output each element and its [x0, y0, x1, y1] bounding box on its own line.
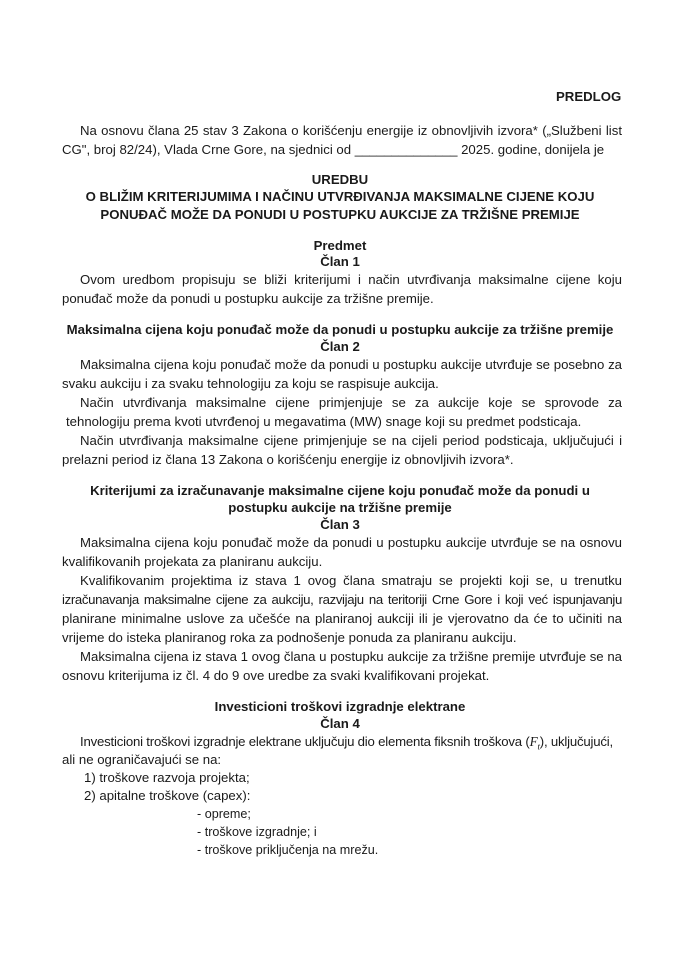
article-label: Član 4 — [320, 716, 360, 731]
sub-list-item: - opreme; — [197, 807, 251, 821]
text-line: izračunavanja maksimalne cijene za aukciju, razvijaju na teritoriji Crne Gore i koji već ispunjavanju — [62, 592, 622, 607]
document-title: UREDBU — [311, 172, 369, 187]
preamble-line: CG", broj 82/24), Vlada Crne Gore, na sjednici od ______________ 2025. godine, donijela je — [62, 142, 605, 157]
article-heading: postupku aukcije na tržišne premije — [228, 500, 452, 515]
text-line: Investicioni troškovi izgradnje elektrane uključuju dio elementa fiksnih troškova $(F_t)$, uključujući, — [80, 734, 613, 752]
text-line: Maksimalna cijena iz stava 1 ovog člana u postupku aukcije za tržišne premije utvrđuje se na — [80, 649, 622, 664]
text-line: Maksimalna cijena koju ponuđač može da ponudi u postupku aukcije utvrđuje se posebno za — [80, 357, 622, 372]
document-subtitle: O BLIŽIM KRITERIJUMIMA I NAČINU UTVRĐIVANJA MAKSIMALNE CIJENE KOJU — [85, 189, 595, 204]
text-line: Način utvrđivanja maksimalne cijene primjenjuje se za aukcije koje se sprovode za — [80, 395, 622, 410]
text-line: prelazni period iz člana 13 Zakona o korišćenju energije iz obnovljivih izvora*. — [62, 452, 514, 467]
text-line: vrijeme do isteka planiranog roka za podnošenje ponuda za planiranu aukciju. — [62, 630, 517, 645]
text-line: Ovom uredbom propisuju se bliži kriterijumi i način utvrđivanja maksimalne cijene koju — [80, 272, 622, 287]
article-label: Član 2 — [320, 339, 360, 354]
sub-list-item: - troškove priključenja na mrežu. — [197, 843, 379, 857]
text-line: Maksimalna cijena koju ponuđač može da ponudi u postupku aukcije utvrđuje se na osnovu — [80, 535, 622, 550]
text-line: svaku aukciju i za svaku tehnologiju za koju se raspisuje aukcija. — [62, 376, 439, 391]
text-line: ponuđač može da ponudi u postupku aukcije za tržišne premije. — [62, 291, 434, 306]
text-line: tehnologiju prema kvoti utvrđenoj u megavatima (MW) snage koji su predmet podsticaja. — [66, 414, 582, 429]
article-heading: Maksimalna cijena koju ponuđač može da ponudi u postupku aukcije za tržišne premije — [66, 322, 614, 337]
article-label: Član 1 — [320, 254, 360, 269]
list-item: 2) apitalne troškove (capex): — [84, 788, 251, 803]
article-label: Član 3 — [320, 517, 360, 532]
formula-f-t: $F_t$ — [529, 734, 540, 752]
preamble-line: Na osnovu člana 25 stav 3 Zakona o korišćenju energije iz obnovljivih izvora* („Službeni list — [80, 123, 622, 138]
text-line: osnovu kriterijuma iz čl. 4 do 9 ove uredbe za svaki kvalifikovani projekat. — [62, 668, 490, 683]
text-line: planirane minimalne uslove za učešće na planiranoj aukciji ili je vjerovatno da će to učiniti na — [62, 611, 622, 626]
text-line: Kvalifikovanim projektima iz stava 1 ovog člana smatraju se projekti koji se, u trenutku — [80, 573, 622, 588]
text-line: kvalifikovanih projekata za planiranu aukciju. — [62, 554, 323, 569]
sub-list-item: - troškove izgradnje; i — [197, 825, 317, 839]
text-line: ali ne ograničavajući se na: — [62, 752, 222, 767]
article-heading: Kriterijumi za izračunavanje maksimalne cijene koju ponuđač može da ponudi u — [90, 483, 590, 498]
article-heading: Investicioni troškovi izgradnje elektrane — [214, 699, 466, 714]
status-label: PREDLOG — [556, 89, 622, 104]
article-heading: Predmet — [313, 238, 367, 253]
list-item: 1) troškove razvoja projekta; — [84, 770, 250, 785]
document-subtitle: PONUĐAČ MOŽE DA PONUDI U POSTUPKU AUKCIJE ZA TRŽIŠNE PREMIJE — [100, 207, 580, 222]
text-line: Način utvrđivanja maksimalne cijene primjenjuje se na cijeli period podsticaja, uključujući i — [80, 433, 622, 448]
